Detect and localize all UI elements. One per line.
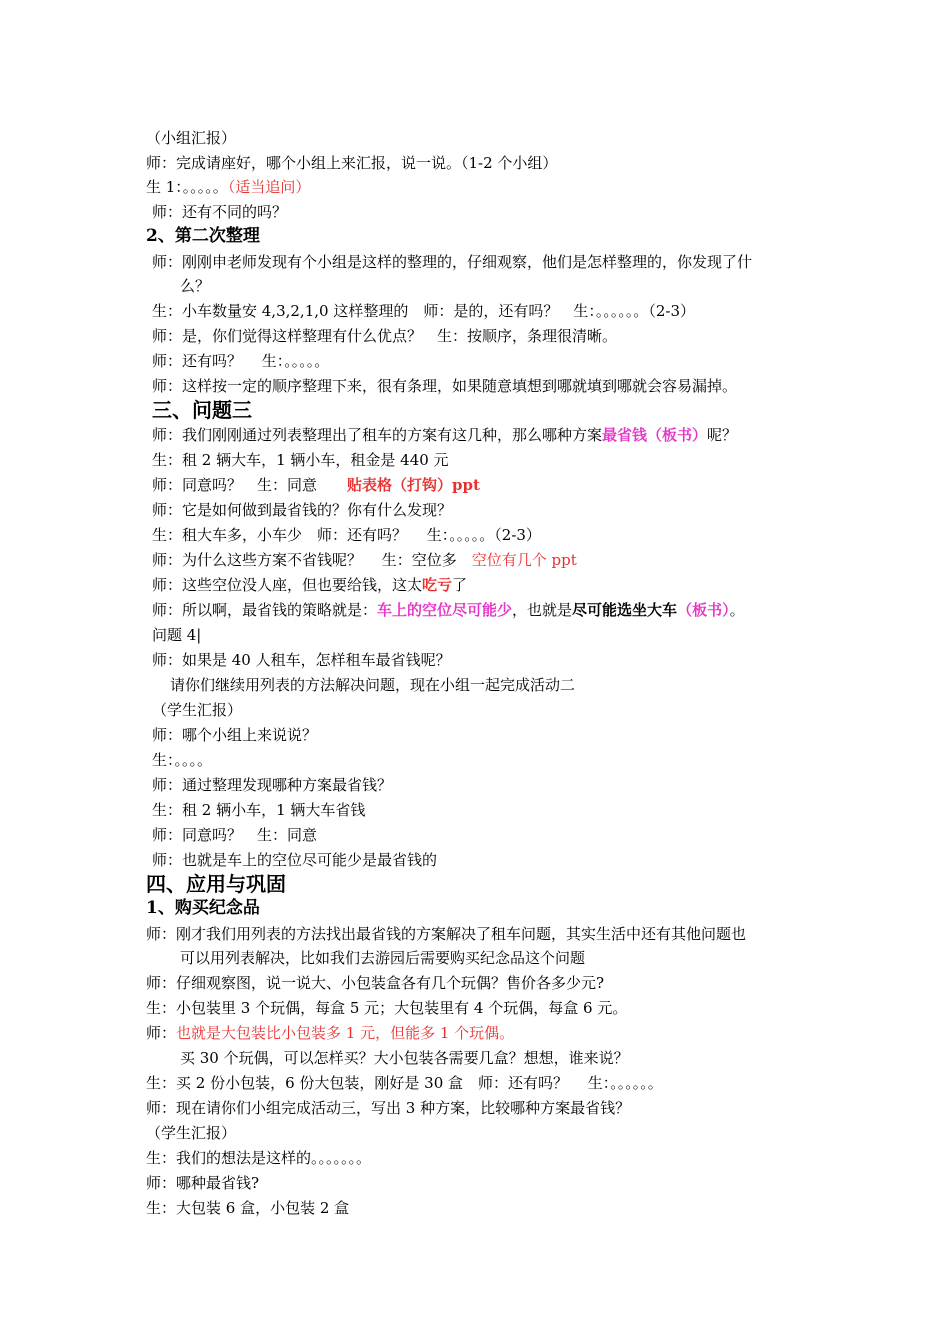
- chapter-heading: 三、问题三: [152, 398, 252, 422]
- text-line: 师：哪种最省钱?: [146, 1174, 260, 1192]
- text-line: [152, 600, 745, 620]
- annotation-note: 空位有几个 ppt: [471, 551, 577, 569]
- text-line: [146, 1023, 514, 1043]
- text-line: 师：刚刚申老师发现有个小组是这样的整理的，仔细观察，他们是怎样整理的，你发现了什: [152, 253, 753, 271]
- text-line: 师：是，你们觉得这样整理有什么优点？ 生：按顺序，条理很清晰。: [152, 327, 618, 345]
- text-run: 了: [452, 576, 468, 594]
- text-line: 师：也就是车上的空位尽可能少是最省钱的: [152, 851, 438, 869]
- text-run: 师：: [146, 1024, 177, 1042]
- text-line: 生：买 2 份小包装，6 份大包装，刚好是 30 盒 师：还有吗？ 生：。。。。。。: [146, 1074, 663, 1092]
- text-line: 生：大包装 6 盒，小包装 2 盒: [146, 1199, 350, 1217]
- text-line: （学生汇报）: [146, 1124, 237, 1142]
- text-line: 师：它是如何做到最省钱的？你有什么发现？: [152, 501, 453, 519]
- text-line: 师：哪个小组上来说说？: [152, 726, 318, 744]
- text-run: 师：同意吗？ 生：同意: [152, 476, 348, 494]
- text-line: 生：租大车多，小车少 师：还有吗？ 生：。。。。。（2-3）: [152, 526, 541, 544]
- text-line: 师：还有吗？ 生：。。。。。: [152, 352, 330, 370]
- text-line: 师：通过整理发现哪种方案最省钱？: [152, 776, 393, 794]
- text-line: 生：租 2 辆小车，1 辆大车省钱: [152, 801, 366, 819]
- annotation-note: 贴表格（打钩）ppt: [347, 476, 480, 494]
- text-line: 师：现在请你们小组完成活动三，写出 3 种方案，比较哪种方案最省钱？: [146, 1099, 631, 1117]
- text-line: [146, 177, 310, 197]
- text-line: 师：同意吗？ 生：同意: [152, 826, 318, 844]
- text-line: [152, 550, 577, 570]
- text-line: 生：。。。。: [152, 751, 213, 769]
- text-run: 生 1：。。。。。: [146, 178, 228, 196]
- text-line: [152, 475, 480, 495]
- text-line: 师：还有不同的吗？: [152, 203, 288, 221]
- text-line: 生：小包装里 3 个玩偶，每盒 5 元；大包装里有 4 个玩偶，每盒 6 元。: [146, 999, 628, 1017]
- highlight-text: 车上的空位尽可能少: [377, 601, 513, 619]
- text-line: 生：我们的想法是这样的。。。。。。。: [146, 1149, 372, 1167]
- bold-text: 尽可能选坐大车: [572, 601, 678, 619]
- text-line: 师：这样按一定的顺序整理下来，很有条理，如果随意填想到哪就填到哪就会容易漏掉。: [152, 377, 738, 395]
- text-run: 师：所以啊，最省钱的策略就是：: [152, 601, 378, 619]
- text-line: 问题 4|: [152, 626, 202, 644]
- text-run: ，也就是: [512, 601, 573, 619]
- annotation-note: （适当追问）: [227, 178, 311, 196]
- text-run: 。: [729, 601, 745, 619]
- text-run: 师：为什么这些方案不省钱呢？ 生：空位多: [152, 551, 472, 569]
- text-line: [152, 425, 737, 445]
- text-line: [152, 575, 467, 595]
- text-run: 师：我们刚刚通过列表整理出了租车的方案有这几种，那么哪种方案: [152, 426, 603, 444]
- text-line: 么？: [180, 277, 211, 295]
- text-line: 师：仔细观察图，说一说大、小包装盒各有几个玩偶？售价各多少元?: [146, 974, 605, 992]
- text-line: 可以用列表解决，比如我们去游园后需要购买纪念品这个问题: [180, 949, 586, 967]
- section-heading: 1、购买纪念品: [146, 898, 260, 918]
- text-run: 呢？: [707, 426, 738, 444]
- text-line: 买 30 个玩偶，可以怎样买？大小包装各需要几盒？想想，谁来说？: [180, 1049, 629, 1067]
- chapter-heading: 四、应用与巩固: [146, 872, 286, 896]
- text-line: 师：刚才我们用列表的方法找出最省钱的方案解决了租车问题，其实生活中还有其他问题也: [146, 925, 747, 943]
- text-line: 生：小车数量安 4,3,2,1,0 这样整理的 师：是的，还有吗？ 生：。。。。。。（2-3）: [152, 302, 695, 320]
- text-run: 师：这些空位没人座，但也要给钱，这太: [152, 576, 423, 594]
- text-line: （小组汇报）: [146, 129, 237, 147]
- highlight-text: 最省钱（板书）: [602, 426, 708, 444]
- text-line: 请你们继续用列表的方法解决问题，现在小组一起完成活动二: [170, 676, 576, 694]
- text-line: 生：租 2 辆大车，1 辆小车，租金是 440 元: [152, 451, 449, 469]
- section-heading: 2、第二次整理: [146, 226, 260, 246]
- text-line: 师：完成请座好，哪个小组上来汇报，说一说。（1-2 个小组）: [146, 154, 558, 172]
- text-line: （学生汇报）: [152, 701, 243, 719]
- annotation-note: 也就是大包装比小包装多 1 元，但能多 1 个玩偶。: [176, 1024, 515, 1042]
- text-line: 师：如果是 40 人租车，怎样租车最省钱呢？: [152, 651, 451, 669]
- highlight-text: 吃亏: [422, 576, 453, 594]
- highlight-text: （板书）: [677, 601, 730, 619]
